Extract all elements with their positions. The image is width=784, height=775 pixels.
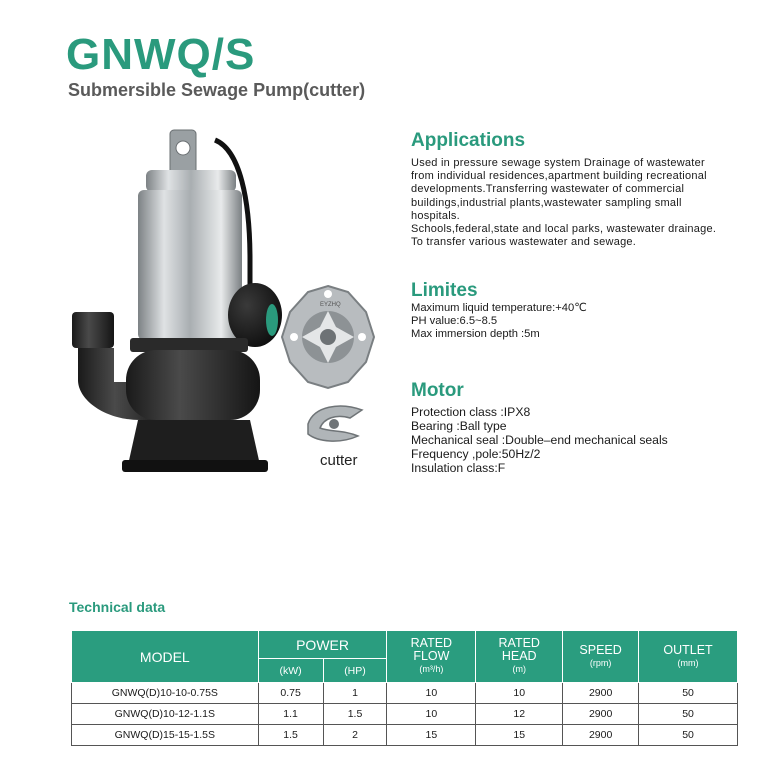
cutter-label: cutter	[320, 452, 358, 469]
header-speed: SPEED (rpm)	[563, 631, 639, 683]
header-power: POWER	[258, 631, 387, 659]
product-subtitle: Submersible Sewage Pump(cutter)	[68, 80, 366, 100]
limites-heading: Limites	[411, 280, 478, 301]
header-rated-flow: RATED FLOW (m³/h)	[387, 631, 476, 683]
applications-heading: Applications	[411, 130, 526, 151]
motor-heading: Motor	[411, 380, 464, 401]
table-row: GNWQ(D)10-10-0.75S 0.75 1 10 10 2900 50	[72, 683, 738, 704]
table-row: GNWQ(D)15-15-1.5S 1.5 2 15 15 2900 50	[72, 725, 738, 746]
limites-text: Maximum liquid temperature:+40℃ PH value:6.5~8.5 Max immersion depth :5m	[411, 302, 587, 341]
motor-text: Protection class :IPX8 Bearing :Ball type Mechanical seal :Double–end mechanical seals Frequency ,pole:50Hz/2 Insulation class:F	[411, 405, 668, 475]
header-kw: (kW)	[258, 659, 323, 683]
plate-stamp: EYZHQ	[320, 302, 341, 308]
table-row: GNWQ(D)10-12-1.1S 1.1 1.5 10 12 2900 50	[72, 704, 738, 725]
cutter-blade-image	[300, 398, 370, 448]
pump-image	[50, 120, 290, 490]
technical-data-title: Technical data	[69, 599, 166, 615]
technical-data-table	[71, 630, 738, 746]
header-hp: (HP)	[323, 659, 387, 683]
header-rated-head: RATED HEAD (m)	[476, 631, 563, 683]
product-title: GNWQ/S	[66, 30, 256, 79]
header-outlet: OUTLET (mm)	[639, 631, 738, 683]
cutter-plate-image	[278, 282, 378, 392]
applications-text: Used in pressure sewage system Drainage of wastewater from individual residences,apartment building recreational developments.Transferring wastewater of commercial buildings,industrial plants,wastewater sampling small hospitals. Schools,federal,state and local parks, wastewater drainage. To transfer various wastewater and sewage.	[411, 157, 717, 249]
header-model: MODEL	[72, 631, 259, 683]
